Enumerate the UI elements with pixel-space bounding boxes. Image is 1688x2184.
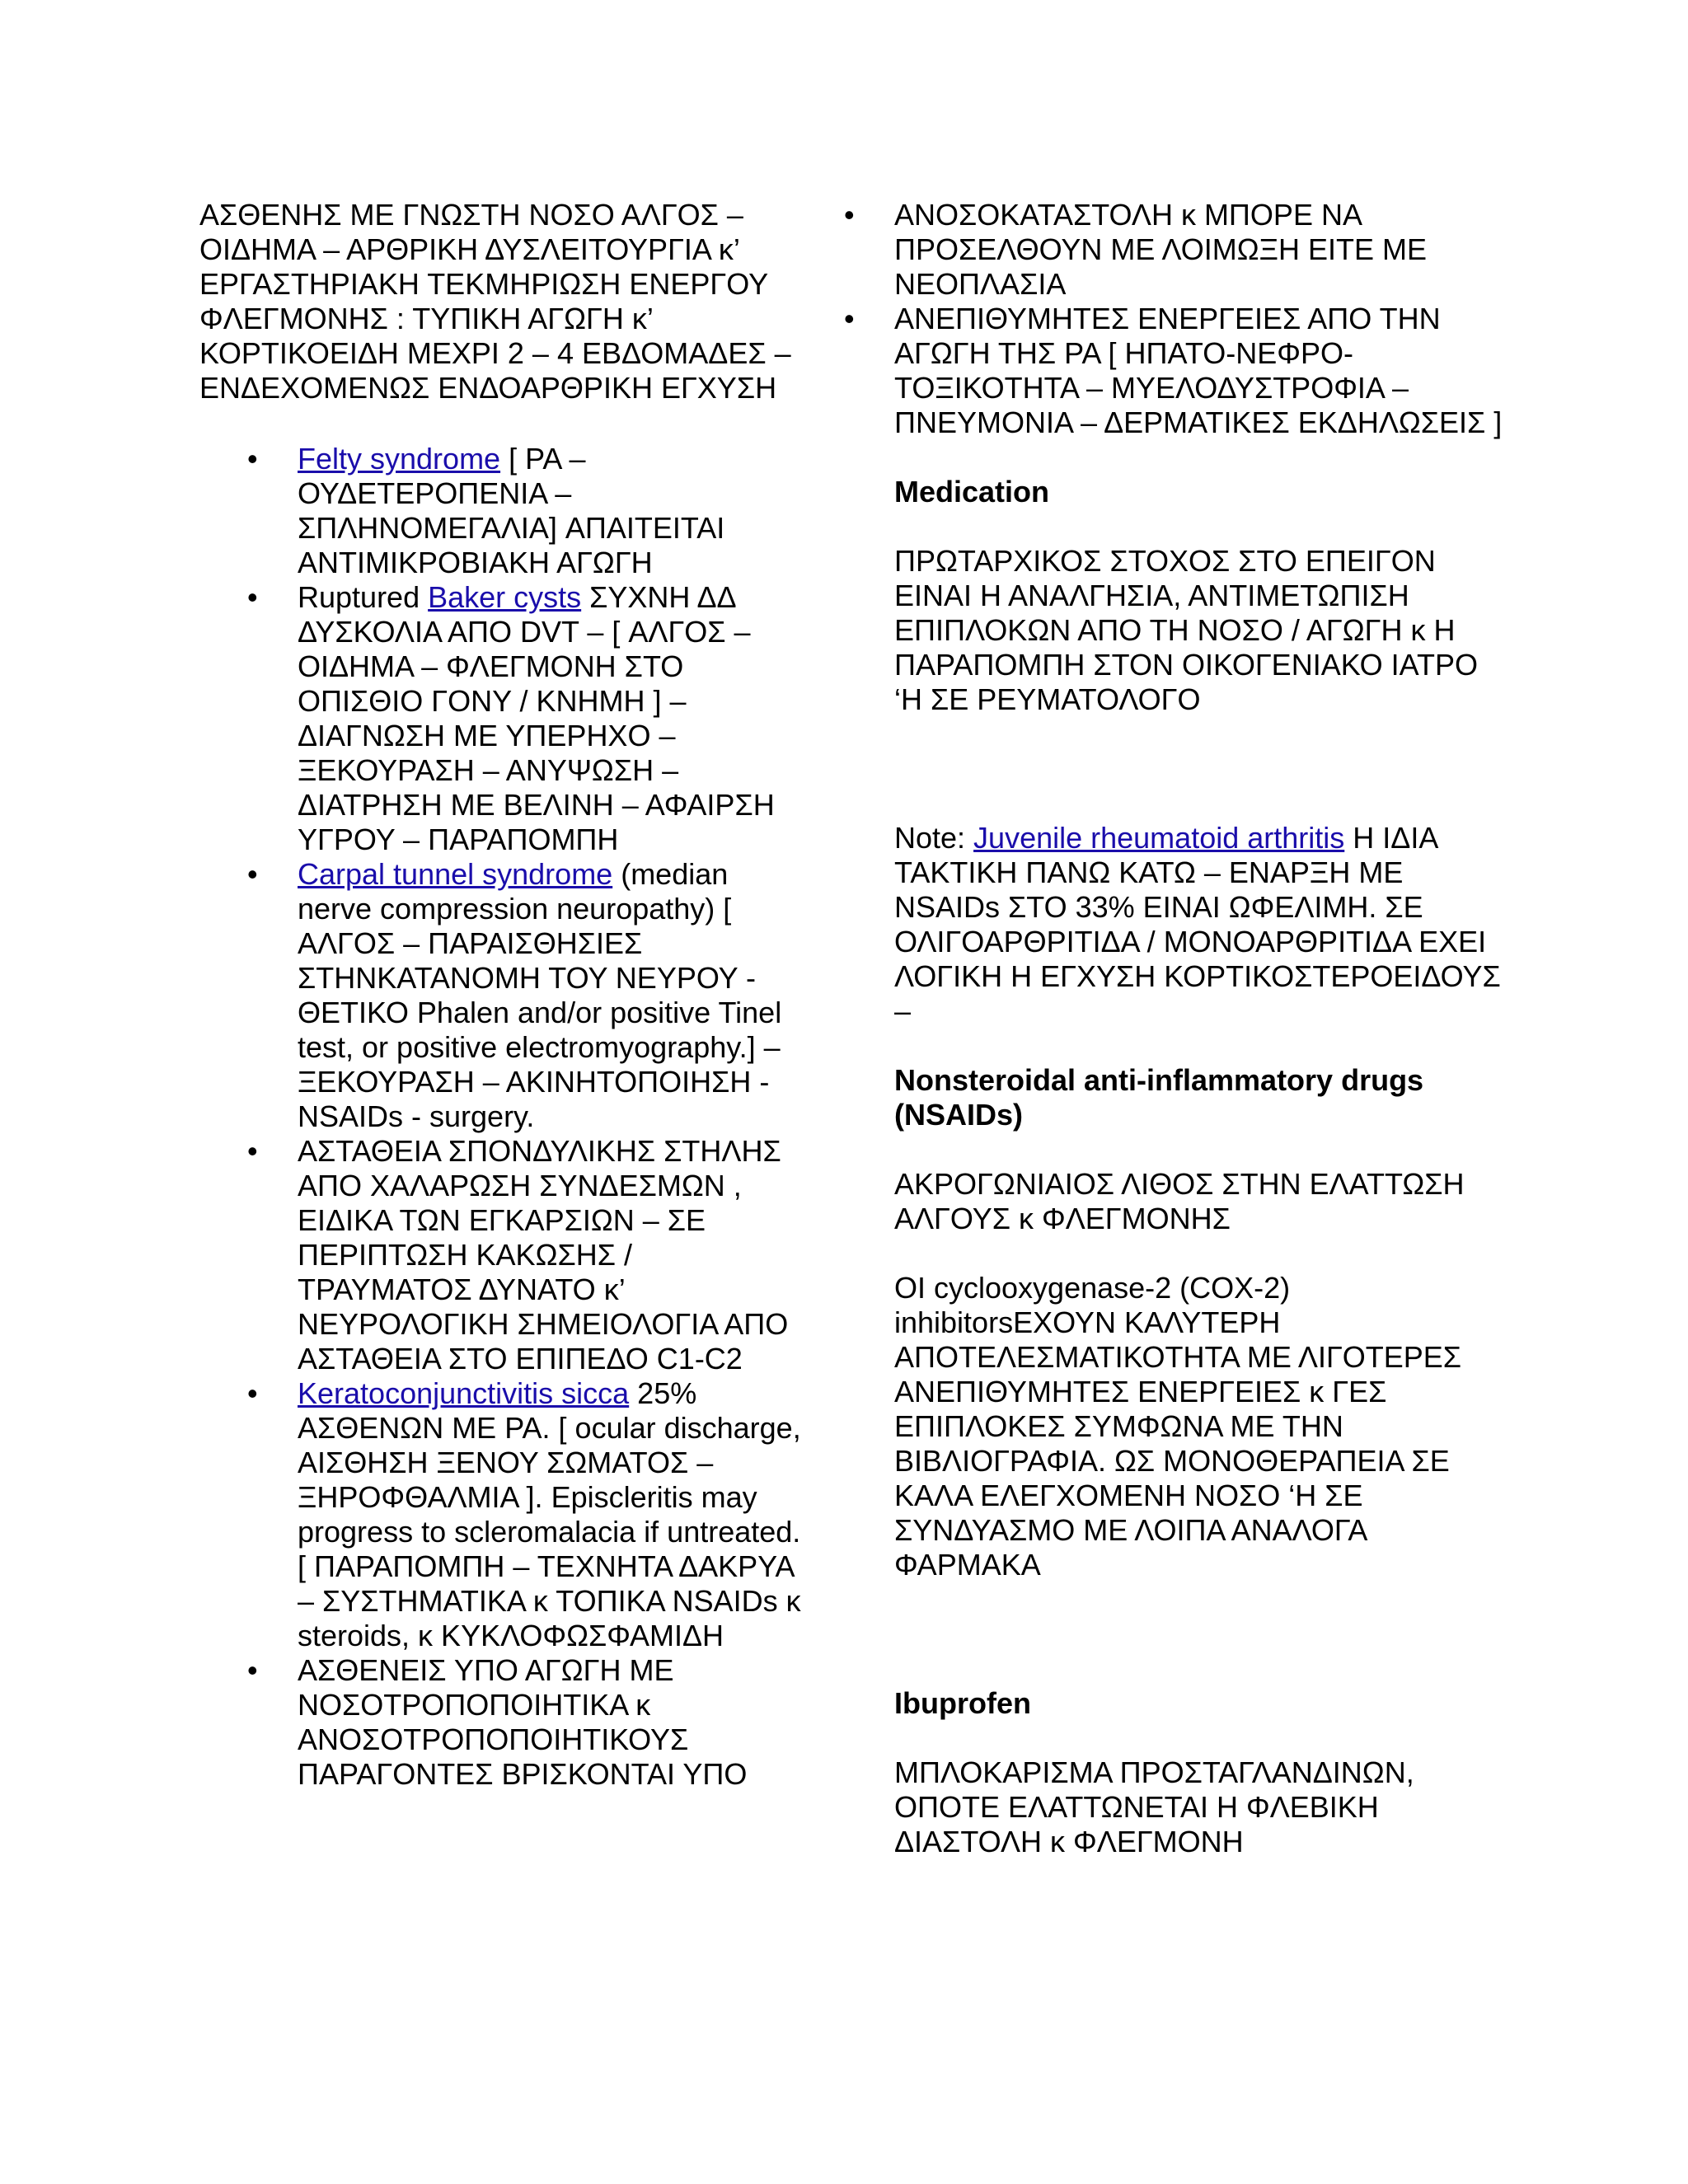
adverse-effects-list (796, 302, 1504, 440)
list-item-text: Ruptured (298, 580, 429, 614)
list-item (199, 1653, 801, 1792)
list-item-text: ΑΝΕΠΙΘΥΜΗΤΕΣ ΕΝΕΡΓΕΙΕΣ ΑΠΟ ΤΗΝ ΑΓΩΓΗ ΤΗΣ ΡΑ [ ΗΠΑΤΟ-ΝΕΦΡΟ- ΤΟΞΙΚΟΤΗΤΑ – ΜΥΕΛΟΔΥΣΤΡΟΦΙΑ – ΠΝΕΥΜΟΝΙΑ – ΔΕΡΜΑΤΙΚΕΣ ΕΚΔΗΛΩΣΕΙΣ ] (894, 302, 1503, 439)
list-item-text: 25% ΑΣΘΕΝΩΝ ΜΕ ΡΑ. [ ocular discharge, ΑΙΣΘΗΣΗ ΞΕΝΟΥ ΣΩΜΑΤΟΣ – ΞΗΡΟΦΘΑΛΜΙΑ ]. Episcleritis may progress to scleromalacia if untreated. [ ΠΑΡΑΠΟΜΠΗ – ΤΕΧΝΗΤΑ ΔΑΚΡΥΑ – ΣΥΣΤΗΜΑΤΙΚΑ κ ΤΟΠΙΚΑ NSAIDs κ steroids, κ ΚΥΚΛΟΦΩΣΦΑΜΙΔΗ (298, 1376, 801, 1652)
list-item-text: ΣΥΧΝΗ ΔΔ ΔΥΣΚΟΛΙΑ ΑΠΟ DVT – [ ΑΛΓΟΣ – ΟΙΔΗΜΑ – ΦΛΕΓΜΟΝΗ ΣΤΟ ΟΠΙΣΘΙΟ ΓΟΝΥ / ΚΝΗΜΗ ] – ΔΙΑΓΝΩΣΗ ΜΕ ΥΠΕΡΗΧΟ – ΞΕΚΟΥΡΑΣΗ – ΑΝΥΨΩΣΗ – ΔΙΑΤΡΗΣΗ ΜΕ ΒΕΛΙΝΗ – ΑΦΑΙΡΣΗ ΥΓΡΟΥ – ΠΑΡΑΠΟΜΠΗ (298, 580, 775, 856)
right-column (894, 198, 1504, 1859)
ibuprofen-heading: Ibuprofen (894, 1686, 1031, 1720)
keratoconjunctivitis-link[interactable]: Keratoconjunctivitis sicca (298, 1376, 630, 1410)
intro-paragraph: ΑΣΘΕΝΗΣ ΜΕ ΓΝΩΣΤΗ ΝΟΣΟ ΑΛΓΟΣ – ΟΙΔΗΜΑ – ΑΡΘΡΙΚΗ ΔΥΣΛΕΙΤΟΥΡΓΙΑ κ’ ΕΡΓΑΣΤΗΡΙΑΚΗ ΤΕΚΜΗΡΙΩΣΗ ΕΝΕΡΓΟΥ ΦΛΕΓΜΟΝΗΣ : ΤΥΠΙΚΗ ΑΓΩΓΗ κ’ ΚΟΡΤΙΚΟΕΙΔΗ ΜΕΧΡΙ 2 – 4 ΕΒΔΟΜΑΔΕΣ – ΕΝΔΕΧΟΜΕΝΩΣ ΕΝΔΟΑΡΘΡΙΚΗ ΕΓΧΥΣΗ (199, 198, 791, 405)
list-item (199, 1134, 801, 1376)
left-column (199, 198, 801, 1792)
list-item (199, 580, 801, 857)
nsaids-paragraph: ΑΚΡΟΓΩΝΙΑΙΟΣ ΛΙΘΟΣ ΣΤΗΝ ΕΛΑΤΤΩΣΗ ΑΛΓΟΥΣ κ ΦΛΕΓΜΟΝΗΣ (894, 1167, 1465, 1235)
note-text: Η ΙΔΙΑ ΤΑΚΤΙΚΗ ΠΑΝΩ ΚΑΤΩ – ΕΝΑΡΞΗ ΜΕ NSAIDs ΣΤΟ 33% ΕΙΝΑΙ ΩΦΕΛΙΜΗ. ΣΕ ΟΛΙΓΟΑΡΘΡΙΤΙΔΑ / ΜΟΝΟΑΡΘΡΙΤΙΔΑ ΕΧΕΙ ΛΟΓΙΚΗ Η ΕΓΧΥΣΗ ΚΟΡΤΙΚΟΣΤΕΡΟΕΙΔΟΥΣ – (894, 821, 1501, 1028)
list-item-text: ΑΣΤΑΘΕΙΑ ΣΠΟΝΔΥΛΙΚΗΣ ΣΤΗΛΗΣ ΑΠΟ ΧΑΛΑΡΩΣΗ ΣΥΝΔΕΣΜΩΝ , ΕΙΔΙΚΑ ΤΩΝ ΕΓΚΑΡΣΙΩΝ – ΣΕ ΠΕΡΙΠΤΩΣΗ ΚΑΚΩΣΗΣ / ΤΡΑΥΜΑΤΟΣ ΔΥΝΑΤΟ κ’ ΝΕΥΡΟΛΟΓΙΚΗ ΣΗΜΕΙΟΛΟΓΙΑ ΑΠΟ ΑΣΤΑΘΕΙΑ ΣΤΟ ΕΠΙΠΕΔΟ C1-C2 (298, 1134, 789, 1376)
baker-cysts-link[interactable]: Baker cysts (428, 580, 582, 614)
list-item (796, 302, 1504, 440)
list-item (199, 857, 801, 1134)
list-item-continuation (796, 198, 1504, 302)
list-item (199, 442, 801, 580)
list-item-text: ΑΝΟΣΟΚΑΤΑΣΤΟΛΗ κ ΜΠΟΡΕ ΝΑ ΠΡΟΣΕΛΘΟΥΝ ΜΕ ΛΟΙΜΩΞΗ ΕΙΤΕ ΜΕ ΝΕΟΠΛΑΣΙΑ (894, 198, 1428, 301)
juvenile-ra-link[interactable]: Juvenile rheumatoid arthritis (973, 821, 1345, 855)
note-label: Note: (894, 821, 974, 855)
medication-paragraph: ΠΡΩΤΑΡΧΙΚΟΣ ΣΤΟΧΟΣ ΣΤΟ ΕΠΕΙΓΟΝ ΕΙΝΑΙ Η ΑΝΑΛΓΗΣΙΑ, ΑΝΤΙΜΕΤΩΠΙΣΗ ΕΠΙΠΛΟΚΩΝ ΑΠΟ ΤΗ ΝΟΣΟ / ΑΓΩΓΗ κ Η ΠΑΡΑΠΟΜΠΗ ΣΤΟΝ ΟΙΚΟΓΕΝΙΑΚΟ ΙΑΤΡΟ ‘Η ΣΕ ΡΕΥΜΑΤΟΛΟΓΟ (894, 544, 1478, 716)
list-item (199, 1376, 801, 1653)
continued-list (894, 198, 1504, 302)
list-item-text: ΑΣΘΕΝΕΙΣ ΥΠΟ ΑΓΩΓΗ ΜΕ ΝΟΣΟΤΡΟΠΟΠΟΙΗΤΙΚΑ κ ΑΝΟΣΟΤΡΟΠΟΠΟΙΗΤΙΚΟΥΣ ΠΑΡΑΓΟΝΤΕΣ ΒΡΙΣΚΟΝΤΑΙ ΥΠΟ (298, 1653, 748, 1791)
felty-syndrome-link[interactable]: Felty syndrome (298, 442, 501, 476)
list-item-text: (median nerve compression neuropathy) [ ΑΛΓΟΣ – ΠΑΡΑΙΣΘΗΣΙΕΣ ΣΤΗΝΚΑΤΑΝΟΜΗ ΤΟΥ ΝΕΥΡΟΥ - ΘΕΤΙΚΟ Phalen and/or positive Tinel test, or positive electromyography.] – ΞΕΚΟΥΡΑΣΗ – ΑΚΙΝΗΤΟΠΟΙΗΣΗ - NSAIDs - surgery. (298, 857, 782, 1133)
complications-list (199, 442, 801, 1792)
nsaids-heading: Nonsteroidal anti-inflammatory drugs (NSAIDs) (894, 1063, 1424, 1132)
ibuprofen-paragraph: ΜΠΛΟΚΑΡΙΣΜΑ ΠΡΟΣΤΑΓΛΑΝΔΙΝΩΝ, ΟΠΟΤΕ ΕΛΑΤΤΩΝΕΤΑΙ Η ΦΛΕΒΙΚΗ ΔΙΑΣΤΟΛΗ κ ΦΛΕΓΜΟΝΗ (894, 1755, 1414, 1858)
note-paragraph (894, 821, 1504, 1029)
medication-heading: Medication (894, 475, 1050, 509)
carpal-tunnel-link[interactable]: Carpal tunnel syndrome (298, 857, 613, 891)
cox2-paragraph: ΟΙ cyclooxygenase-2 (COX-2) inhibitorsΕΧΟΥΝ ΚΑΛΥΤΕΡΗ ΑΠΟΤΕΛΕΣΜΑΤΙΚΟΤΗΤΑ ΜΕ ΛΙΓΟΤΕΡΕΣ ΑΝΕΠΙΘΥΜΗΤΕΣ ΕΝΕΡΓΕΙΕΣ κ ΓΕΣ ΕΠΙΠΛΟΚΕΣ ΣΥΜΦΩΝΑ ΜΕ ΤΗΝ ΒΙΒΛΙΟΓΡΑΦΙΑ. ΩΣ ΜΟΝΟΘΕΡΑΠΕΙΑ ΣΕ ΚΑΛΑ ΕΛΕΓΧΟΜΕΝΗ ΝΟΣΟ ‘Η ΣΕ ΣΥΝΔΥΑΣΜΟ ΜΕ ΛΟΙΠΑ ΑΝΑΛΟΓΑ ΦΑΡΜΑΚΑ (894, 1271, 1462, 1582)
list-item-text: [ ΡΑ – ΟΥΔΕΤΕΡΟΠΕΝΙΑ – ΣΠΛΗΝΟΜΕΓΑΛΙΑ] ΑΠΑΙΤΕΙΤΑΙ ΑΝΤΙΜΙΚΡΟΒΙΑΚΗ ΑΓΩΓΗ (298, 442, 725, 579)
